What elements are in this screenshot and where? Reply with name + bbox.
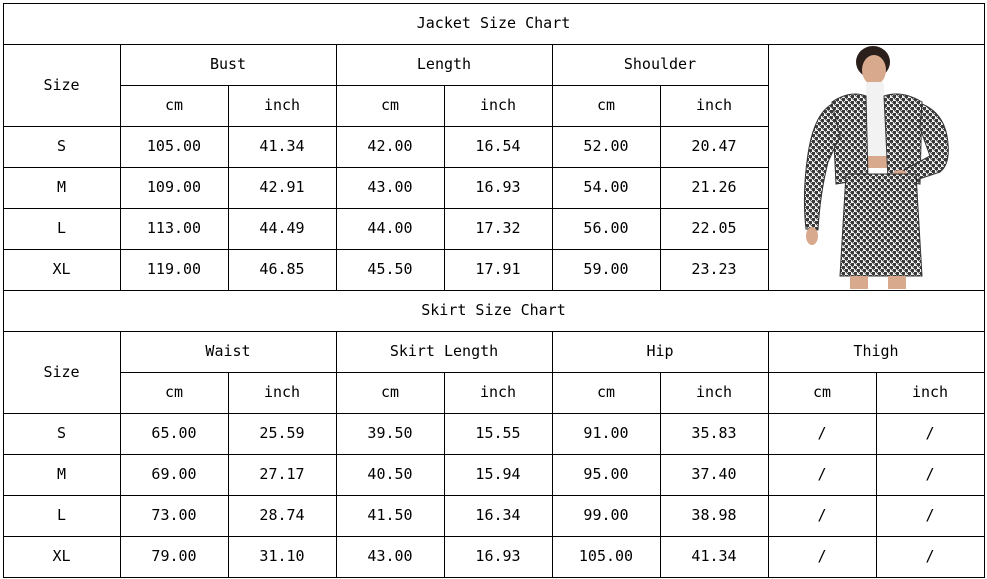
skirt-value-cell: 41.34 <box>691 547 737 565</box>
jacket-value-cell: 17.32 <box>475 219 521 237</box>
skirt-value-cell: 39.50 <box>367 424 413 442</box>
skirt-value-cell: / <box>817 424 827 442</box>
skirt-value-cell: 15.94 <box>475 465 521 483</box>
skirt-size-cell: XL <box>52 547 71 565</box>
skirt-group-header: Thigh <box>853 342 899 360</box>
table-rule <box>3 577 985 578</box>
jacket-value-cell: 41.34 <box>259 137 305 155</box>
product-photo <box>770 44 984 289</box>
jacket-value-cell: 54.00 <box>583 178 629 196</box>
jacket-value-cell: 109.00 <box>146 178 202 196</box>
jacket-size-cell: L <box>56 219 67 237</box>
jacket-value-cell: 21.26 <box>691 178 737 196</box>
table-rule <box>768 44 769 291</box>
skirt-unit-header: inch <box>695 383 733 401</box>
jacket-unit-header: cm <box>380 96 400 114</box>
skirt-group-header: Hip <box>646 342 674 360</box>
skirt-size-header: Size <box>43 362 80 381</box>
jacket-value-cell: 16.54 <box>475 137 521 155</box>
jacket-value-cell: 45.50 <box>367 260 413 278</box>
jacket-value-cell: 17.91 <box>475 260 521 278</box>
skirt-unit-header: cm <box>596 383 616 401</box>
jacket-group-header: Shoulder <box>623 55 697 73</box>
skirt-size-cell: L <box>56 506 67 524</box>
jacket-value-cell: 22.05 <box>691 219 737 237</box>
jacket-unit-header: cm <box>596 96 616 114</box>
skirt-value-cell: 25.59 <box>259 424 305 442</box>
skirt-value-cell: / <box>925 465 935 483</box>
skirt-value-cell: 37.40 <box>691 465 737 483</box>
jacket-value-cell: 105.00 <box>146 137 202 155</box>
skirt-unit-header: cm <box>380 383 400 401</box>
jacket-value-cell: 119.00 <box>146 260 202 278</box>
skirt-value-cell: 15.55 <box>475 424 521 442</box>
skirt-value-cell: 16.34 <box>475 506 521 524</box>
jacket-size-cell: S <box>56 137 67 155</box>
jacket-value-cell: 42.91 <box>259 178 305 196</box>
skirt-group-header: Skirt Length <box>389 342 499 360</box>
jacket-group-header: Length <box>416 55 472 73</box>
skirt-value-cell: 28.74 <box>259 506 305 524</box>
jacket-value-cell: 56.00 <box>583 219 629 237</box>
skirt-value-cell: 105.00 <box>578 547 634 565</box>
jacket-group-header: Bust <box>209 55 247 73</box>
skirt-unit-header: cm <box>812 383 832 401</box>
skirt-value-cell: / <box>925 424 935 442</box>
model-photo-icon <box>770 44 984 289</box>
skirt-value-cell: 91.00 <box>583 424 629 442</box>
skirt-value-cell: / <box>817 506 827 524</box>
jacket-value-cell: 16.93 <box>475 178 521 196</box>
skirt-value-cell: 65.00 <box>151 424 197 442</box>
jacket-unit-header: inch <box>695 96 733 114</box>
skirt-unit-header: inch <box>263 383 301 401</box>
jacket-value-cell: 44.49 <box>259 219 305 237</box>
skirt-value-cell: 27.17 <box>259 465 305 483</box>
skirt-value-cell: 69.00 <box>151 465 197 483</box>
skirt-unit-header: inch <box>911 383 949 401</box>
skirt-value-cell: 73.00 <box>151 506 197 524</box>
skirt-value-cell: / <box>817 465 827 483</box>
skirt-group-header: Waist <box>205 342 251 360</box>
skirt-size-cell: M <box>56 465 67 483</box>
skirt-unit-header: inch <box>479 383 517 401</box>
skirt-value-cell: 41.50 <box>367 506 413 524</box>
skirt-value-cell: 38.98 <box>691 506 737 524</box>
jacket-value-cell: 42.00 <box>367 137 413 155</box>
jacket-value-cell: 23.23 <box>691 260 737 278</box>
jacket-unit-header: inch <box>263 96 301 114</box>
jacket-size-cell: XL <box>52 260 71 278</box>
skirt-value-cell: 99.00 <box>583 506 629 524</box>
jacket-value-cell: 52.00 <box>583 137 629 155</box>
jacket-chart-title: Jacket Size Chart <box>416 14 571 32</box>
skirt-value-cell: 43.00 <box>367 547 413 565</box>
skirt-value-cell: 40.50 <box>367 465 413 483</box>
jacket-unit-header: cm <box>164 96 184 114</box>
skirt-value-cell: 95.00 <box>583 465 629 483</box>
skirt-value-cell: 79.00 <box>151 547 197 565</box>
jacket-value-cell: 113.00 <box>146 219 202 237</box>
jacket-value-cell: 44.00 <box>367 219 413 237</box>
skirt-size-cell: S <box>56 424 67 442</box>
jacket-value-cell: 20.47 <box>691 137 737 155</box>
jacket-value-cell: 43.00 <box>367 178 413 196</box>
jacket-size-cell: M <box>56 178 67 196</box>
skirt-value-cell: 35.83 <box>691 424 737 442</box>
skirt-value-cell: / <box>817 547 827 565</box>
skirt-chart-title: Skirt Size Chart <box>421 301 566 319</box>
skirt-unit-header: cm <box>164 383 184 401</box>
skirt-value-cell: / <box>925 506 935 524</box>
jacket-unit-header: inch <box>479 96 517 114</box>
skirt-value-cell: 16.93 <box>475 547 521 565</box>
skirt-value-cell: 31.10 <box>259 547 305 565</box>
jacket-value-cell: 46.85 <box>259 260 305 278</box>
jacket-value-cell: 59.00 <box>583 260 629 278</box>
jacket-size-header: Size <box>43 75 80 94</box>
skirt-value-cell: / <box>925 547 935 565</box>
